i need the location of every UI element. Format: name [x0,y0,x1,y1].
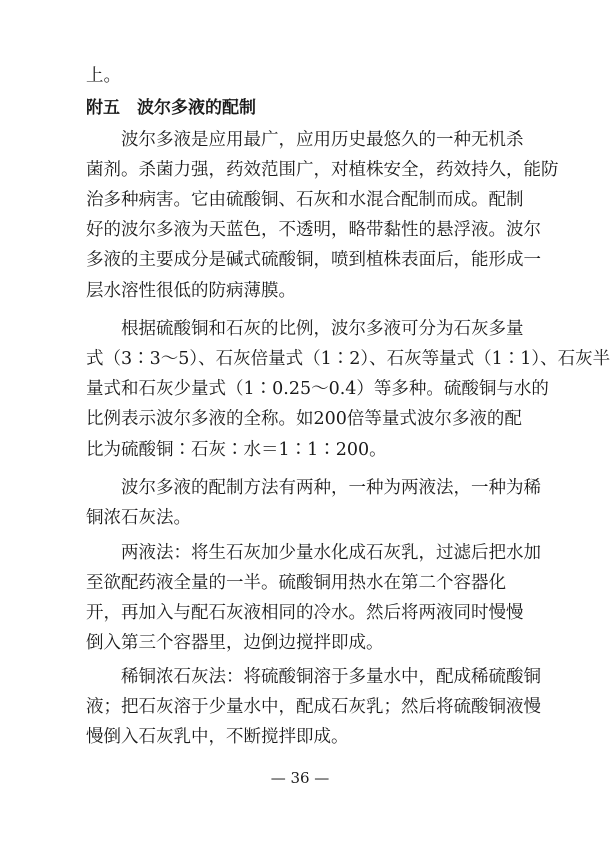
text-line: 式（3∶3～5）、石灰倍量式（1∶2）、石灰等量式（1∶1）、石灰半 [86,349,610,369]
text-line: 液；把石灰溶于少量水中，配成石灰乳；然后将硫酸铜液慢 [86,697,541,717]
text-line: 多液的主要成分是碱式硫酸铜，喷到植株表面后，能形成一 [86,250,541,270]
text-line: 至欲配药液全量的一半。硫酸铜用热水在第二个容器化 [86,573,506,593]
text-line: 治多种病害。它由硫酸铜、石灰和水混合配制而成。配制 [86,190,524,210]
text-line: 开，再加入与配石灰液相同的冷水。然后将两液同时慢慢 [86,603,524,623]
text-line: 上。 [86,66,121,86]
section-heading: 附五 波尔多液的配制 [86,98,256,118]
text-line: 两液法：将生石灰加少量水化成石灰乳，过滤后把水加 [86,543,541,563]
text-line: 波尔多液是应用最广，应用历史最悠久的一种无机杀 [86,130,524,150]
text-line: 慢倒入石灰乳中，不断搅拌即成。 [86,727,349,747]
text-line: 稀铜浓石灰法：将硫酸铜溶于多量水中，配成稀硫酸铜 [86,667,541,687]
text-line: 根据硫酸铜和石灰的比例，波尔多液可分为石灰多量 [86,319,524,339]
text-line: 倒入第三个容器里，边倒边搅拌即成。 [86,633,384,653]
page-number: — 36 — [270,769,330,787]
text-line: 好的波尔多液为天蓝色，不透明，略带黏性的悬浮液。波尔 [86,220,541,240]
text-line: 层水溶性很低的防病薄膜。 [86,281,296,301]
text-line: 量式和石灰少量式（1∶0.25～0.4）等多种。硫酸铜与水的 [86,379,549,399]
text-line: 铜浓石灰法。 [86,508,191,528]
text-line: 波尔多液的配制方法有两种，一种为两液法，一种为稀 [86,478,541,498]
text-line: 菌剂。杀菌力强，药效范围广，对植株安全，药效持久，能防 [86,160,559,180]
text-line: 比例表示波尔多液的全称。如200倍等量式波尔多液的配 [86,409,522,429]
text-line: 比为硫酸铜∶石灰∶水＝1∶1∶200。 [86,440,387,460]
